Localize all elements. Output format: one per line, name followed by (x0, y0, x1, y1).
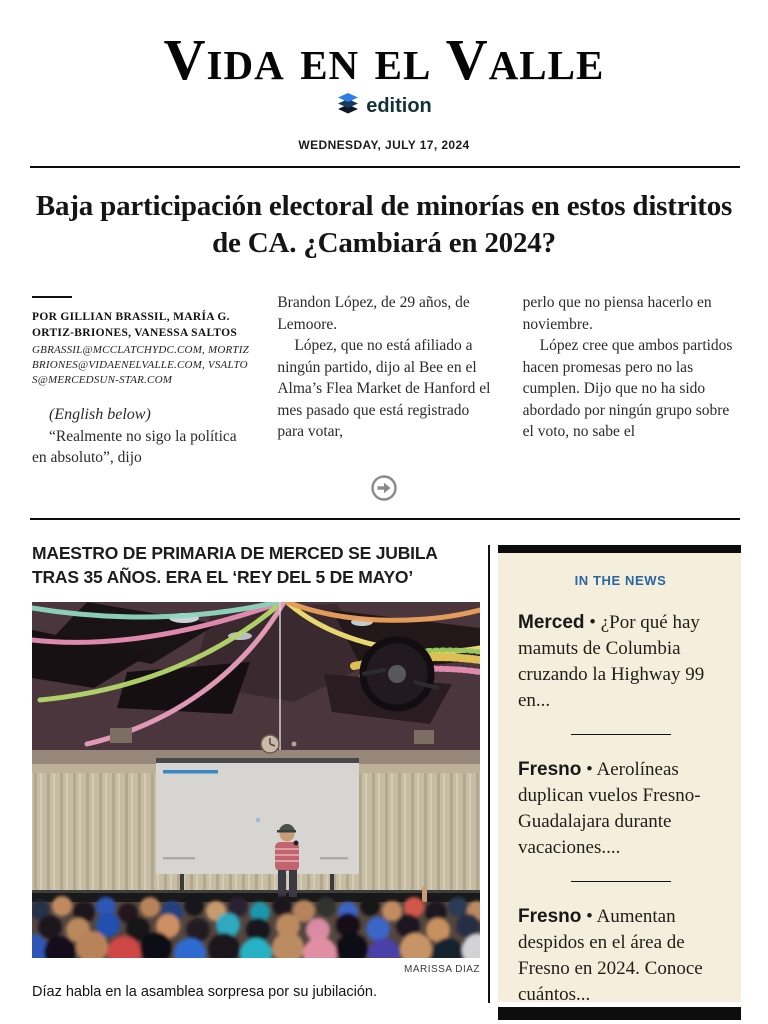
masthead-rule (30, 166, 740, 168)
news-item-fresno-1[interactable] (518, 757, 723, 861)
in-the-news-sidebar (498, 545, 741, 1020)
news-divider (571, 881, 671, 882)
masthead (0, 27, 768, 152)
dateline: WEDNESDAY, JULY 17, 2024 (298, 138, 470, 152)
news-item-text: Aumentan despidos en el área de Fresno en 2024. Conoce cuántos... (518, 906, 703, 1005)
continue-reading-button[interactable] (370, 474, 398, 502)
column-1 (32, 292, 251, 469)
column-2 (277, 292, 496, 469)
paragraph: “Realmente no sigo la política en absoluto”, dijo (32, 427, 237, 466)
edition-label: edition (366, 94, 432, 117)
assembly-photo[interactable] (32, 602, 480, 958)
section-rule (30, 518, 740, 520)
sidebar-bottom-bar (498, 1007, 741, 1020)
byline-rule (32, 296, 72, 298)
news-item-location: Merced (518, 612, 585, 633)
publication-title: Vida en el Valle (163, 27, 605, 92)
news-item-merced[interactable] (518, 610, 723, 714)
edition-logo (0, 92, 768, 120)
second-story-headline[interactable]: MAESTRO DE PRIMARIA DE MERCED SE JUBILA TRAS 35 AÑOS. ERA EL ‘REY DEL 5 DE MAYO’ (32, 543, 438, 587)
byline-emails: GBRASSIL@MCCLATCHYDC.COM, MORTIZBRIONES@VIDAENELVALLE.COM, VSALTOS@MERCEDSUN-STAR.COM (32, 344, 249, 386)
bullet-separator: • (586, 759, 593, 780)
news-item-text: ¿Por qué hay mamuts de Columbia cruzando la Highway 99 en... (518, 612, 705, 711)
sidebar-top-bar (498, 545, 741, 553)
paragraph: López, que no está afiliado a ningún partido, dijo al Bee en el Alma’s Flea Market de Hanford el mes pasado que está registrado para votar, (277, 337, 491, 440)
news-item-text: Aerolíneas duplican vuelos Fresno-Guadalajara durante vacaciones.... (518, 759, 701, 858)
sidebar-panel (498, 553, 741, 1005)
photo-caption: Díaz habla en la asamblea sorpresa por su jubilación. (32, 984, 377, 1000)
photo-credit: MARISSA DIAZ (403, 964, 480, 975)
arrow-right-circle-icon (370, 489, 398, 506)
bullet-separator: • (586, 906, 593, 927)
news-item-fresno-2[interactable] (518, 904, 723, 1008)
lead-story-headline[interactable]: Baja participación electoral de minorías en estos distritos de CA. ¿Cambiará en 2024? (35, 190, 733, 259)
news-divider (571, 734, 671, 735)
news-item-location: Fresno (518, 759, 582, 780)
column-3 (523, 292, 742, 469)
bullet-separator: • (589, 612, 596, 633)
english-note: (English below) (49, 406, 151, 423)
paragraph: perlo que no piensa hacerlo en noviembre. (522, 294, 712, 333)
byline: POR GILLIAN BRASSIL, MARÍA G. ORTIZ-BRIONES, VANESSA SALTOS (32, 311, 238, 339)
column-divider (488, 545, 490, 1003)
lead-story-body (32, 292, 742, 469)
paragraph: López cree que ambos partidos hacen promesas pero no las cumplen. Dijo que no ha sido abordado por ningún grupo sobre el voto, no sabe el (522, 337, 733, 440)
layers-icon (336, 92, 360, 120)
news-item-location: Fresno (518, 906, 582, 927)
paragraph: Brandon López, de 29 años, de Lemoore. (277, 294, 470, 333)
in-the-news-title: IN THE NEWS (574, 573, 667, 588)
